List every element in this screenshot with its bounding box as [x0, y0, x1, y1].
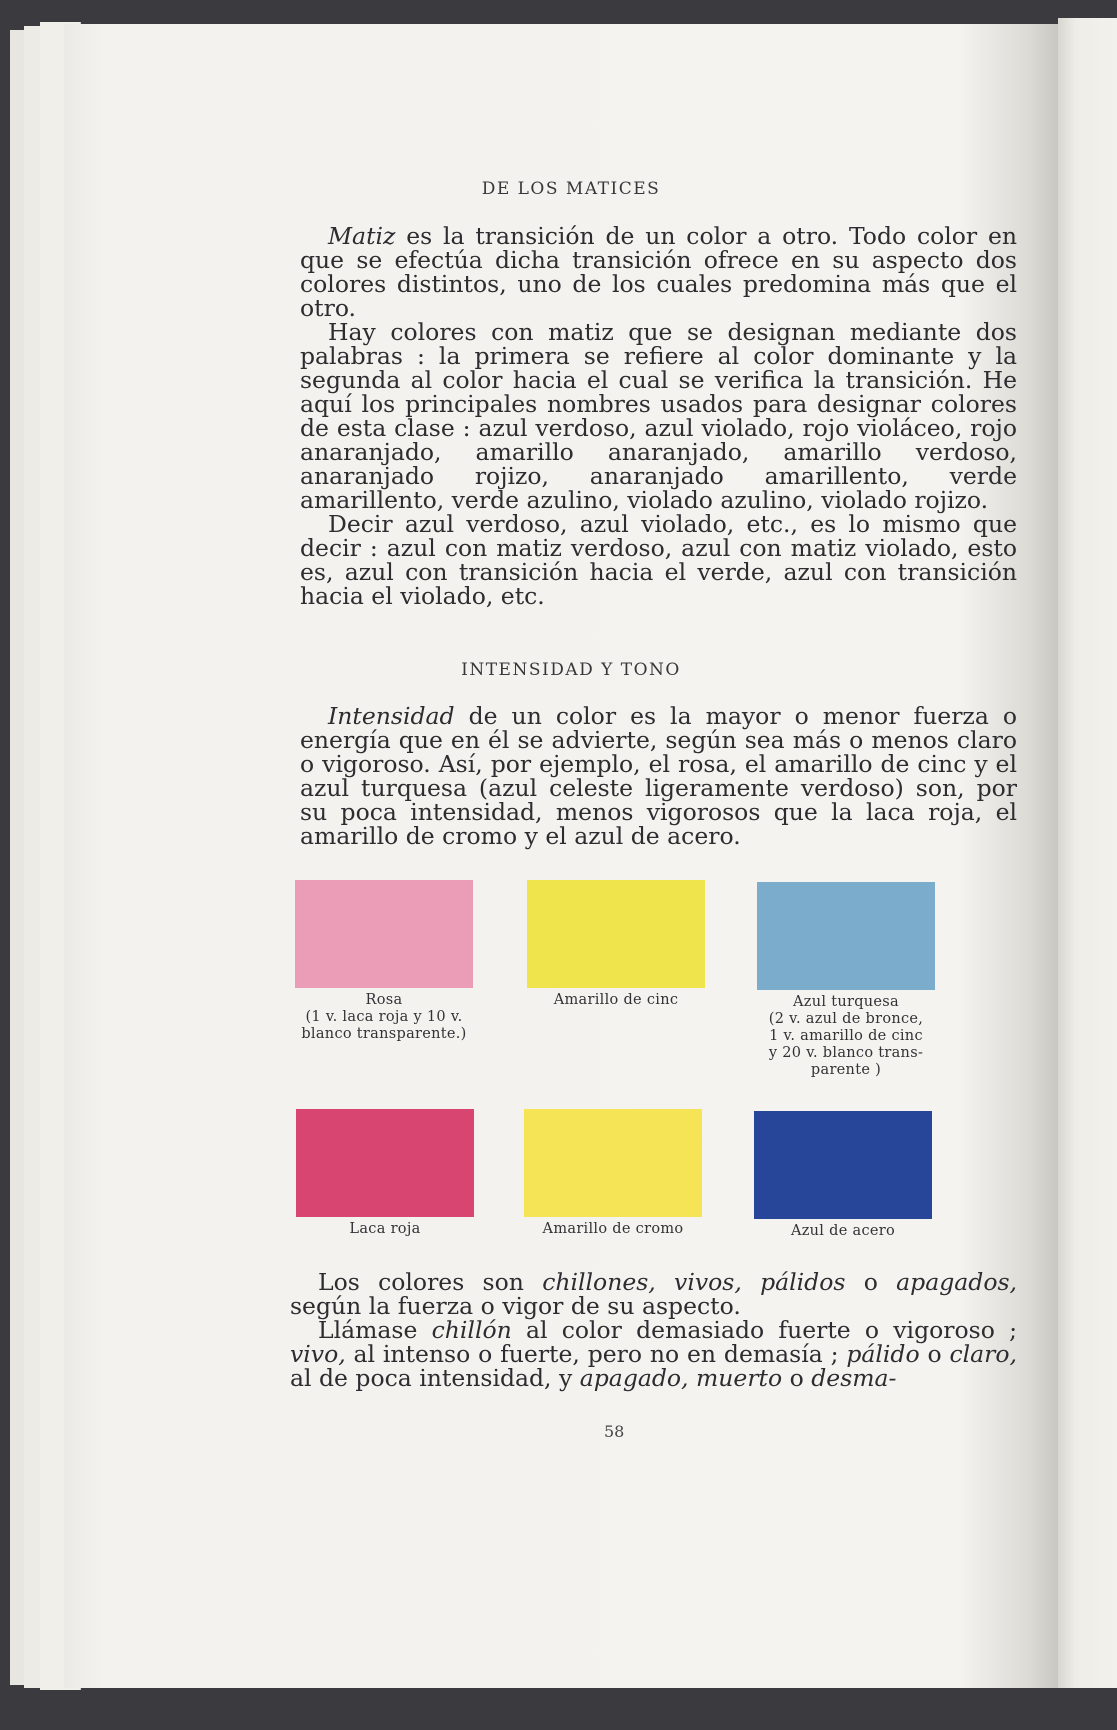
- italic-term: apagado, muerto: [579, 1364, 783, 1392]
- book-page: [64, 24, 1058, 1688]
- caption-line: Amarillo de cromo: [542, 1221, 684, 1237]
- caption-line: blanco transparente.): [301, 1026, 467, 1042]
- text-run: al intenso o fuerte, pero no en demasía ;: [345, 1340, 847, 1368]
- caption-line: Rosa: [365, 992, 403, 1008]
- paragraph: Decir azul verdoso, azul violado, etc., es lo mismo que decir : azul con matiz verdoso, azul con matiz violado, esto es, azul con transición hacia el verde, azul con transición hacia el violado, etc.: [300, 510, 1017, 610]
- paragraph-text: de un color es la mayor o menor fuerza o energía que en él se advierte, según sea más o menos claro o vigoroso. Así, por ejemplo, el rosa, el amarillo de cinc y el azul turquesa (azul celeste ligeramente verdoso) son, por su poca intensidad, menos vigorosos que la laca roja, el amarillo de cromo y el azul de acero.: [300, 702, 1017, 850]
- italic-term: Intensidad: [328, 702, 455, 730]
- text-run: o: [782, 1364, 812, 1392]
- swatch-caption: [284, 992, 484, 1043]
- text-run: o: [919, 1340, 950, 1368]
- color-swatch: [524, 1109, 702, 1217]
- italic-term: Matiz: [328, 222, 396, 250]
- paragraph: Hay colores con matiz que se designan mediante dos palabras : la primera se refiere al color dominante y la segunda al color hacia el cual se verifica la transición. He aquí los principales nombres usados para designar colores de esta clase : azul verdoso, azul violado, rojo violáceo, rojo anaranjado, amarillo anaranjado, amarillo verdoso, anaranjado rojizo, anaranjado amarillento, verde amarillento, verde azulino, violado azulino, violado rojizo.: [300, 318, 1017, 514]
- color-swatch: [754, 1111, 932, 1219]
- matices-text: [300, 224, 1017, 608]
- italic-term: apagados,: [896, 1268, 1018, 1296]
- text-run: Los colores son: [318, 1268, 543, 1296]
- facing-page-edge: [1058, 18, 1117, 1688]
- italic-term: claro,: [949, 1340, 1018, 1368]
- text-run: según la fuerza o vigor de su aspecto.: [290, 1292, 741, 1320]
- italic-term: desma-: [811, 1364, 897, 1392]
- italic-term: vivo,: [290, 1340, 346, 1368]
- section-heading-intensidad: INTENSIDAD Y TONO: [461, 660, 681, 680]
- caption-line: Amarillo de cinc: [553, 992, 679, 1008]
- swatch-caption: [746, 994, 946, 1079]
- text-run: al color demasiado fuerte o vigoroso ;: [511, 1316, 1017, 1344]
- color-swatch: [757, 882, 935, 990]
- text-run: Llámase: [318, 1316, 432, 1344]
- paragraph: [300, 704, 1017, 848]
- caption-line: Azul turquesa: [793, 994, 899, 1010]
- caption-line: Laca roja: [349, 1221, 421, 1237]
- caption-line: Azul de acero: [790, 1223, 896, 1239]
- italic-term: pálido: [846, 1340, 920, 1368]
- paragraph: [290, 1318, 1017, 1390]
- italic-term: chillones, vivos, pálidos: [542, 1268, 846, 1296]
- intensidad-text: [300, 704, 1017, 848]
- color-swatch: [295, 880, 473, 988]
- swatch-caption: [743, 1223, 943, 1240]
- text-run: o: [845, 1268, 897, 1296]
- swatch-caption: [516, 992, 716, 1009]
- caption-line: (1 v. laca roja y 10 v.: [305, 1009, 463, 1025]
- color-swatch: [296, 1109, 474, 1217]
- paragraph: [300, 224, 1017, 320]
- swatch-caption: [513, 1221, 713, 1238]
- caption-line: y 20 v. blanco trans-: [768, 1045, 924, 1061]
- color-swatch: [527, 880, 705, 988]
- caption-line: parente ): [810, 1062, 882, 1078]
- tono-text: [290, 1270, 1017, 1390]
- paragraph-text: es la transición de un color a otro. Todo color en que se efectúa dicha transición ofrece en su aspecto dos colores distintos, uno de los cuales predomina más que el otro.: [300, 222, 1017, 322]
- caption-line: (2 v. azul de bronce,: [768, 1011, 924, 1027]
- text-run: al de poca intensidad, y: [290, 1364, 580, 1392]
- caption-line: 1 v. amarillo de cinc: [769, 1028, 923, 1044]
- section-heading-matices: DE LOS MATICES: [481, 179, 661, 199]
- swatch-caption: [285, 1221, 485, 1238]
- paragraph: [290, 1270, 1017, 1318]
- italic-term: chillón: [431, 1316, 512, 1344]
- page-number: 58: [604, 1422, 625, 1441]
